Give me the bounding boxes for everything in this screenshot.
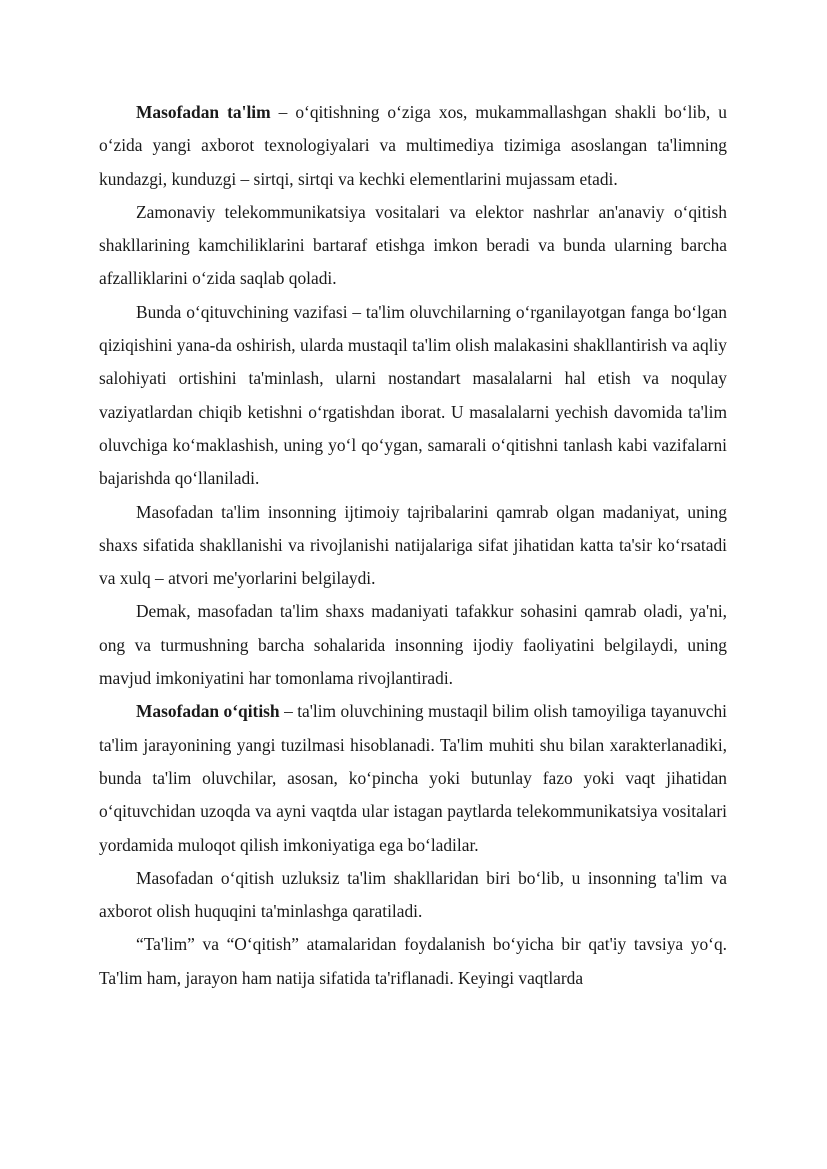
paragraph-distance-learning-definition	[99, 96, 727, 196]
paragraph-text: – ta'lim oluvchining mustaqil bilim olish tamoyiliga tayanuvchi ta'lim jarayonining yangi tuzilmasi hisoblanadi. Ta'lim muhiti shu bilan xarakterlanadiki, bunda ta'lim oluvchilar, asosan, ko‘pincha yoki butunlay fazo yoki vaqt jihatidan o‘qituvchidan uzoqda va ayni vaqtda ular istagan paytlarda telekommunikatsiya vositalari yordamida muloqot qilish imkoniyatiga ega bo‘ladilar.	[99, 701, 728, 855]
term-masofadan-talim: Masofadan ta'lim	[136, 102, 271, 122]
paragraph-text: – o‘qitishning o‘ziga xos, mukammallashgan shakli bo‘lib, u o‘zida yangi axborot texnologiyalari va multimediya tizimiga asoslangan ta'limning kundazgi, kunduzgi – sirtqi, sirtqi va kechki elementlarini mujassam etadi.	[99, 102, 727, 189]
paragraph-telecommunication	[99, 196, 727, 296]
paragraph-thinking	[99, 595, 727, 695]
paragraph-distance-teaching-definition	[99, 695, 727, 861]
paragraph-text: Masofadan o‘qitish uzluksiz ta'lim shakllaridan biri bo‘lib, u insonning ta'lim va axborot olish huquqini ta'minlashga qaratiladi.	[99, 867, 727, 922]
paragraph-culture	[99, 496, 727, 596]
paragraph-teacher-task	[99, 296, 727, 496]
paragraph-terms-usage	[99, 928, 727, 995]
paragraph-text: Masofadan ta'lim insonning ijtimoiy tajribalarini qamrab olgan madaniyat, uning shaxs sifatida shakllanishi va rivojlanishi natijalariga sifat jihatidan katta ta'sir ko‘rsatadi va xulq – atvori me'yorlarini belgilaydi.	[99, 501, 727, 589]
term-masofadan-oqitish: Masofadan o‘qitish	[136, 701, 280, 722]
paragraph-continuous-education	[99, 862, 727, 929]
paragraph-text: “Ta'lim” va “O‘qitish” atamalaridan foydalanish bo‘yicha bir qat'iy tavsiya yo‘q. Ta'lim ham, jarayon ham natija sifatida ta'riflanadi. Keyingi vaqtlarda	[99, 934, 727, 988]
paragraph-text: Zamonaviy telekommunikatsiya vositalari va elektor nashrlar an'anaviy o‘qitish shakllarining kamchiliklarini bartaraf etishga imkon beradi va bunda ularning barcha afzalliklarini o‘zida saqlab qoladi.	[99, 201, 727, 289]
paragraph-text: Demak, masofadan ta'lim shaxs madaniyati tafakkur sohasini qamrab oladi, ya'ni, ong va turmushning barcha sohalarida insonning ijodiy faoliyatini belgilaydi, uning mavjud imkoniyatini har tomonlama rivojlantiradi.	[99, 601, 727, 689]
document-page	[99, 96, 727, 995]
paragraph-text: Bunda o‘qituvchining vazifasi – ta'lim oluvchilarning o‘rganilayotgan fanga bo‘lgan qiziqishini yana-da oshirish, ularda mustaqil ta'lim olish malakasini shakllantirish va aqliy salohiyati ortishini ta'minlash, ularni nostandart masalalarni hal etish va noqulay vaziyatlardan chiqib ketishni o‘rgatishdan iborat. U masalalarni yechish davomida ta'lim oluvchiga ko‘maklashish, uning yo‘l qo‘ygan, samarali o‘qitishni tanlash kabi vazifalarni bajarishda qo‘llaniladi.	[99, 301, 727, 489]
